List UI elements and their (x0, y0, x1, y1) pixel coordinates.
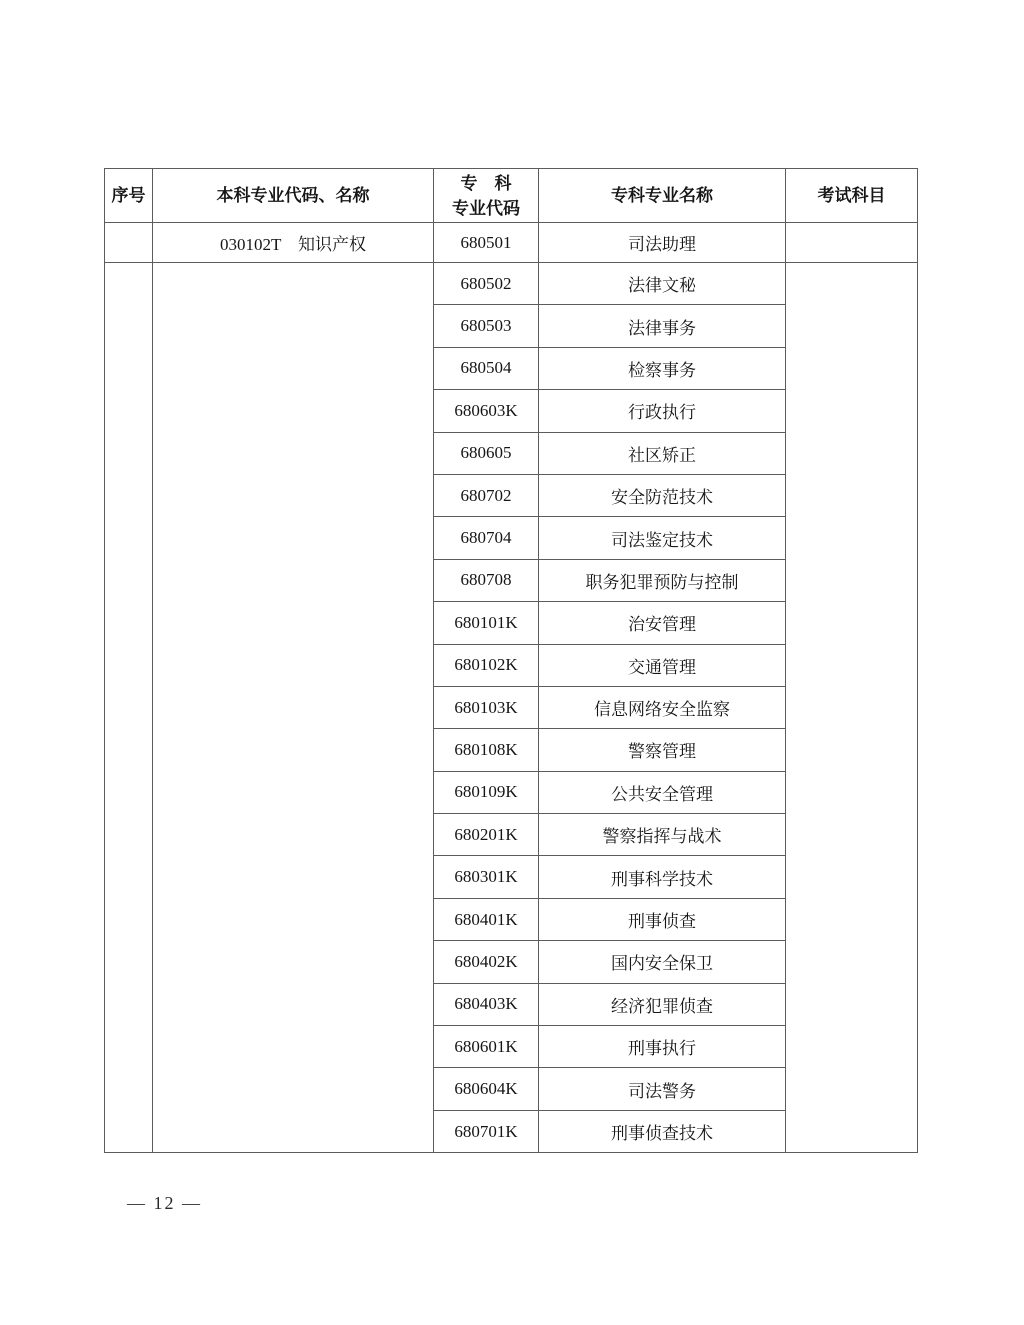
cell-name: 检察事务 (539, 347, 786, 389)
cell-seq (105, 223, 153, 263)
cell-code: 680704 (434, 517, 539, 559)
cell-code: 680102K (434, 644, 539, 686)
cell-name: 法律事务 (539, 305, 786, 347)
cell-name: 警察指挥与战术 (539, 814, 786, 856)
cell-undergrad-major: 030102T 知识产权 (153, 223, 434, 263)
cell-code: 680201K (434, 814, 539, 856)
cell-name: 行政执行 (539, 390, 786, 432)
table-row (105, 263, 918, 305)
merged-seq-cell (105, 263, 153, 1153)
cell-name: 司法鉴定技术 (539, 517, 786, 559)
cell-code: 680603K (434, 390, 539, 432)
cell-name: 治安管理 (539, 602, 786, 644)
cell-code: 680605 (434, 432, 539, 474)
cell-name: 安全防范技术 (539, 474, 786, 516)
cell-code: 680501 (434, 223, 539, 263)
cell-name: 警察管理 (539, 729, 786, 771)
cell-code: 680402K (434, 941, 539, 983)
cell-code: 680108K (434, 729, 539, 771)
cell-name: 交通管理 (539, 644, 786, 686)
cell-code: 680503 (434, 305, 539, 347)
cell-name: 刑事执行 (539, 1026, 786, 1068)
table-row (105, 223, 918, 263)
cell-code: 680103K (434, 686, 539, 728)
header-college-name: 专科专业名称 (539, 169, 786, 223)
cell-name: 法律文秘 (539, 263, 786, 305)
cell-name: 司法警务 (539, 1068, 786, 1110)
header-undergrad-major: 本科专业代码、名称 (153, 169, 434, 223)
cell-code: 680604K (434, 1068, 539, 1110)
cell-code: 680502 (434, 263, 539, 305)
cell-name: 职务犯罪预防与控制 (539, 559, 786, 601)
cell-name: 信息网络安全监察 (539, 686, 786, 728)
header-college-code-line2: 专业代码 (452, 198, 520, 218)
cell-code: 680403K (434, 983, 539, 1025)
majors-table (104, 168, 918, 1153)
page-number: — 12 — (127, 1193, 202, 1213)
merged-exam-cell (786, 263, 918, 1153)
cell-name: 刑事侦查 (539, 898, 786, 940)
cell-name: 经济犯罪侦查 (539, 983, 786, 1025)
header-exam-subjects: 考试科目 (786, 169, 918, 223)
header-college-code (434, 169, 539, 223)
cell-code: 680601K (434, 1026, 539, 1068)
cell-name: 刑事侦查技术 (539, 1110, 786, 1152)
merged-undergrad-cell (153, 263, 434, 1153)
cell-code: 680101K (434, 602, 539, 644)
cell-exam-subjects (786, 223, 918, 263)
cell-name: 国内安全保卫 (539, 941, 786, 983)
cell-name: 司法助理 (539, 223, 786, 263)
cell-code: 680401K (434, 898, 539, 940)
header-college-code-line1: 专 科 (460, 173, 512, 193)
cell-name: 公共安全管理 (539, 771, 786, 813)
cell-code: 680504 (434, 347, 539, 389)
cell-name: 刑事科学技术 (539, 856, 786, 898)
cell-code: 680701K (434, 1110, 539, 1152)
header-seq: 序号 (105, 169, 153, 223)
cell-code: 680301K (434, 856, 539, 898)
cell-code: 680702 (434, 474, 539, 516)
cell-name: 社区矫正 (539, 432, 786, 474)
cell-code: 680109K (434, 771, 539, 813)
cell-code: 680708 (434, 559, 539, 601)
table-header-row (105, 169, 918, 223)
